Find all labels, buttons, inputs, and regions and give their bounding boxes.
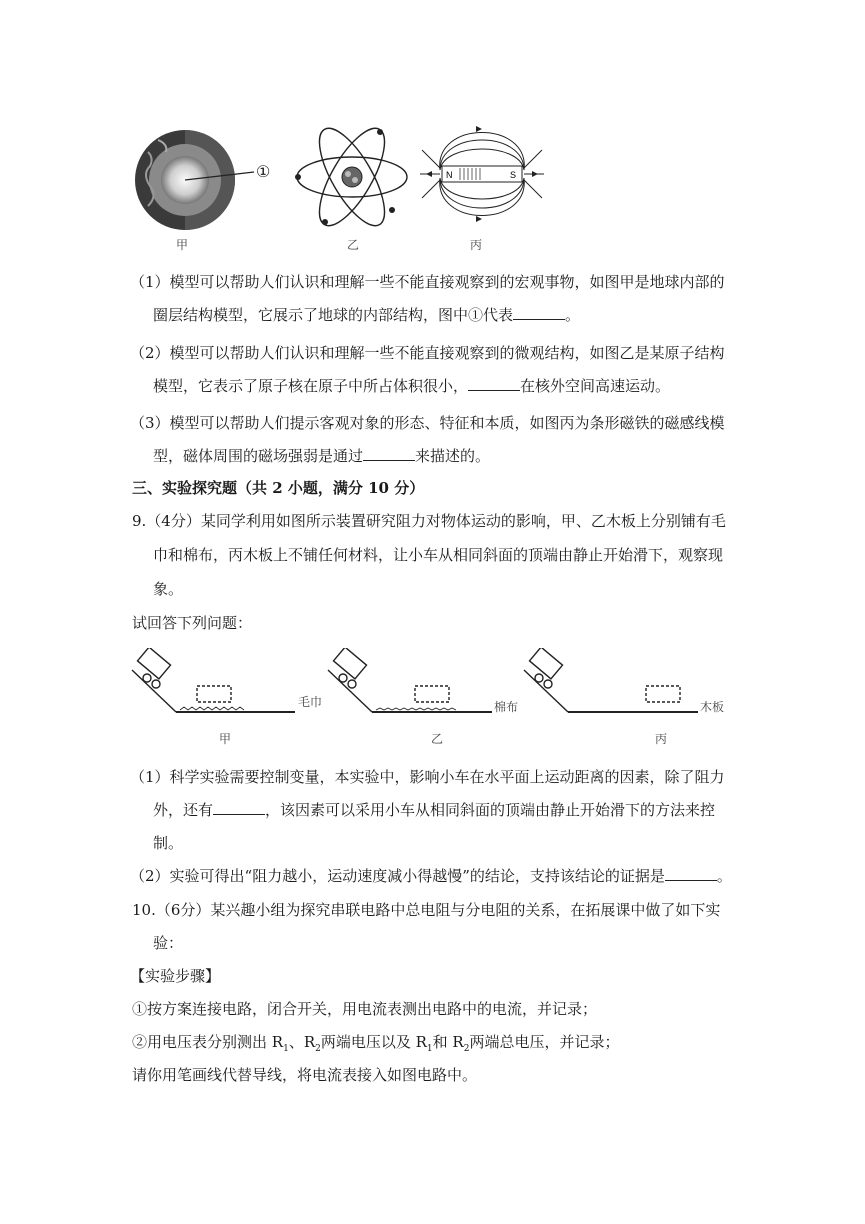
magnet-pole-n: N bbox=[446, 170, 453, 180]
magnet-field-figure bbox=[420, 120, 544, 232]
ramp-bing bbox=[524, 648, 698, 712]
surface-label-towel: 毛巾 bbox=[298, 695, 323, 709]
q10-step2: ②用电压表分别测出 $R_1$、$R_2$两端电压以及 $R_1$和 $R_2$两端总电压，并记录； bbox=[132, 1033, 620, 1054]
q8-p1-line2: 圈层结构模型，它展示了地球的内部结构，图中①代表 。 bbox=[153, 306, 581, 324]
earth-model-figure bbox=[128, 122, 288, 252]
q9-s1-line3: 制。 bbox=[153, 834, 184, 852]
q10-line2: 验： bbox=[153, 934, 184, 952]
q8-p3-line2: 型，磁体周围的磁场强弱是通过 来描述的。 bbox=[153, 447, 491, 465]
ramp-diagram bbox=[130, 648, 740, 738]
q9-s1-line2: 外，还有 ，该因素可以采用小车从相同斜面的顶端由静止开始滑下的方法来控 bbox=[153, 801, 716, 819]
q8-p1-line1: （1）模型可以帮助人们认识和理解一些不能直接观察到的宏观事物，如图甲是地球内部的 bbox=[130, 273, 725, 291]
q10-instruction: 请你用笔画线代替导线，将电流表接入如图电路中。 bbox=[132, 1066, 478, 1084]
ramp-jia bbox=[132, 648, 295, 712]
ramp-yi bbox=[328, 648, 492, 712]
surface-label-cotton: 棉布 bbox=[494, 700, 519, 714]
surface-label-board: 木板 bbox=[700, 700, 725, 714]
q10-step1: ①按方案连接电路，闭合开关，用电流表测出电路中的电流，并记录； bbox=[132, 1000, 598, 1018]
q9-line3: 象。 bbox=[153, 580, 184, 598]
q9-line1: 9.（4分）某同学利用如图所示装置研究阻力对物体运动的影响，甲、乙木板上分别铺有毛 bbox=[132, 512, 726, 530]
answer-blank[interactable] bbox=[468, 376, 520, 391]
q8-p2-line1: （2）模型可以帮助人们认识和理解一些不能直接观察到的微观结构，如图乙是某原子结构 bbox=[130, 344, 725, 362]
answer-blank[interactable] bbox=[213, 800, 265, 815]
answer-blank[interactable] bbox=[363, 446, 415, 461]
q9-prompt: 试回答下列问题： bbox=[132, 614, 253, 632]
ramp-label-jia: 甲 bbox=[219, 732, 232, 746]
magnet-pole-s: S bbox=[510, 170, 517, 180]
atom-nucleus bbox=[342, 167, 362, 187]
figure-label-bing: 丙 bbox=[470, 238, 483, 252]
q8-p2-line2: 模型，它表示了原子核在原子中所占体积很小， 在核外空间高速运动。 bbox=[153, 377, 671, 395]
q9-s2: （2）实验可得出“阻力越小，运动速度减小得越慢”的结论，支持该结论的证据是 。 bbox=[130, 867, 732, 885]
atom-model-figure bbox=[292, 122, 412, 232]
q9-s1-line1: （1）科学实验需要控制变量，本实验中，影响小车在水平面上运动距离的因素，除了阻力 bbox=[130, 768, 725, 786]
figure-label-jia: 甲 bbox=[176, 238, 189, 252]
answer-blank[interactable] bbox=[513, 305, 565, 320]
figure-label-yi: 乙 bbox=[347, 238, 360, 252]
q10-steps-heading: 【实验步骤】 bbox=[130, 967, 221, 985]
q10-line1: 10.（6分）某兴趣小组为探究串联电路中总电阻与分电阻的关系，在拓展课中做了如下实 bbox=[132, 901, 721, 919]
q9-line2: 巾和棉布，丙木板上不铺任何材料，让小车从相同斜面的顶端由静止开始滑下，观察现 bbox=[153, 546, 724, 564]
q8-p3-line1: （3）模型可以帮助人们提示客观对象的形态、特征和本质，如图丙为条形磁铁的磁感线模 bbox=[130, 414, 725, 432]
section-heading: 三、实验探究题（共 2 小题，满分 10 分） bbox=[132, 479, 425, 497]
ramp-label-bing: 丙 bbox=[655, 732, 668, 746]
answer-blank[interactable] bbox=[665, 866, 717, 881]
ramp-label-yi: 乙 bbox=[431, 732, 444, 746]
callout-marker: ① bbox=[256, 162, 271, 181]
